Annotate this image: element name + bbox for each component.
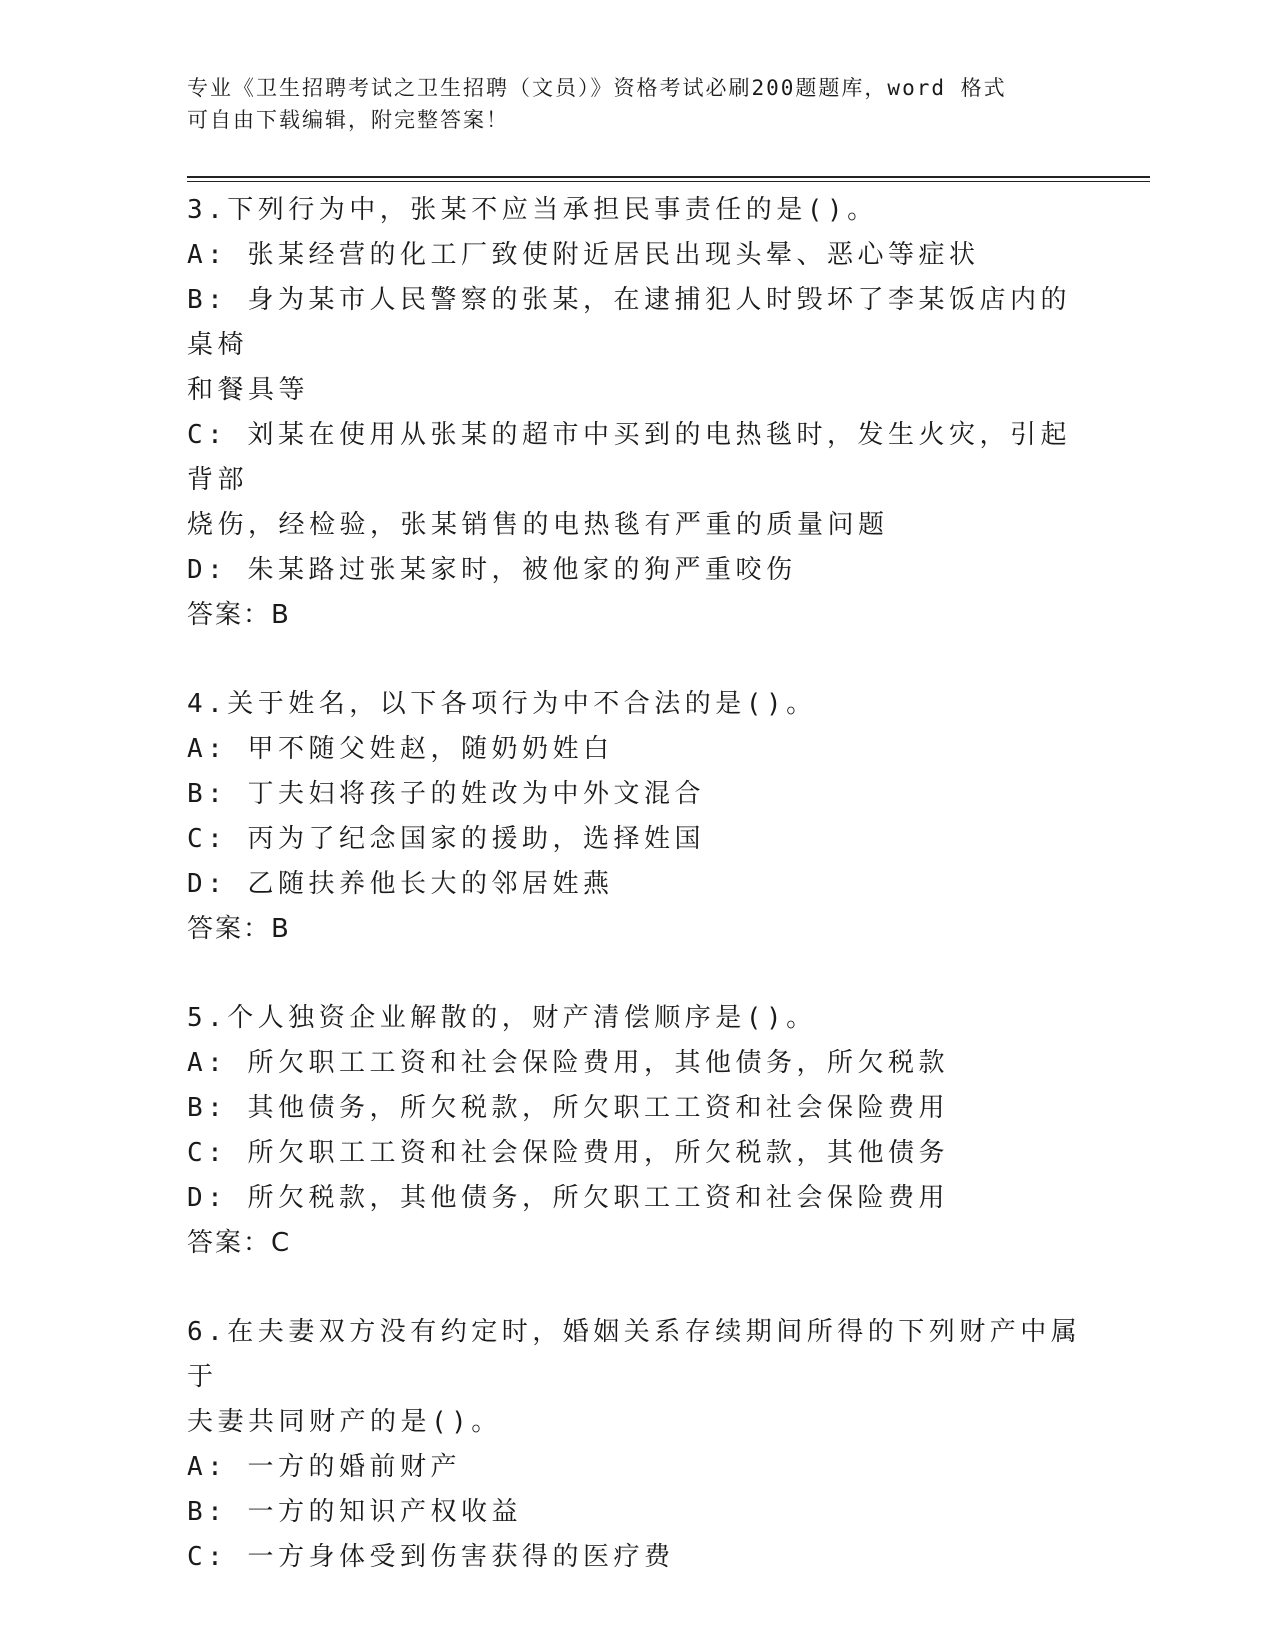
answer-option	[187, 1041, 1087, 1086]
answer-option	[187, 817, 1087, 862]
answer-option	[187, 727, 1087, 772]
option-text-line: B: 其他债务，所欠税款，所欠职工工资和社会保险费用	[187, 1093, 949, 1123]
option-text-line: A: 张某经营的化工厂致使附近居民出现头晕、恶心等症状	[187, 240, 980, 270]
option-text-line: C: 丙为了纪念国家的援助，选择姓国	[187, 824, 705, 854]
question-stem: 5.个人独资企业解散的，财产清偿顺序是()。	[187, 1003, 817, 1033]
answer-option	[187, 1535, 1087, 1580]
header-line-2: 可自由下载编辑，附完整答案！	[187, 108, 509, 132]
option-text-line: D: 乙随扶养他长大的邻居姓燕	[187, 869, 614, 899]
answer-option	[187, 1131, 1087, 1176]
option-text-line: 烧伤，经检验，张某销售的电热毯有严重的质量问题	[187, 510, 889, 540]
question-block	[187, 188, 1087, 638]
option-text-line: C: 所欠职工工资和社会保险费用，所欠税款，其他债务	[187, 1138, 949, 1168]
header-line-1: 专业《卫生招聘考试之卫生招聘（文员）》资格考试必刷200题题库，word 格式	[187, 76, 1007, 100]
answer-option	[187, 1445, 1087, 1490]
answer-key: 答案：C	[187, 1228, 292, 1258]
answer-option	[187, 772, 1087, 817]
answer-option	[187, 862, 1087, 907]
question-list	[187, 188, 1087, 1624]
document-header	[187, 72, 1087, 136]
question-block	[187, 682, 1087, 952]
option-text-line: B: 一方的知识产权收益	[187, 1497, 522, 1527]
question-stem: 6.在夫妻双方没有约定时，婚姻关系存续期间所得的下列财产中属于	[187, 1317, 1082, 1392]
question-stem: 夫妻共同财产的是()。	[187, 1407, 502, 1437]
header-divider-thick	[187, 176, 1150, 178]
answer-option	[187, 278, 1087, 413]
answer-option	[187, 1176, 1087, 1221]
option-text-line: A: 一方的婚前财产	[187, 1452, 461, 1482]
option-text-line: D: 所欠税款，其他债务，所欠职工工资和社会保险费用	[187, 1183, 949, 1213]
question-block	[187, 1310, 1087, 1580]
answer-option	[187, 413, 1087, 548]
question-stem: 4.关于姓名，以下各项行为中不合法的是()。	[187, 689, 817, 719]
answer-key: 答案：B	[187, 600, 291, 630]
option-text-line: 和餐具等	[187, 375, 310, 405]
option-text-line: C: 一方身体受到伤害获得的医疗费	[187, 1542, 675, 1572]
option-text-line: A: 甲不随父姓赵，随奶奶姓白	[187, 734, 614, 764]
answer-option	[187, 233, 1087, 278]
option-text-line: D: 朱某路过张某家时，被他家的狗严重咬伤	[187, 555, 797, 585]
answer-option	[187, 1490, 1087, 1535]
option-text-line: B: 丁夫妇将孩子的姓改为中外文混合	[187, 779, 705, 809]
question-stem: 3.下列行为中，张某不应当承担民事责任的是()。	[187, 195, 878, 225]
answer-key: 答案：B	[187, 914, 291, 944]
answer-option	[187, 1086, 1087, 1131]
question-block	[187, 996, 1087, 1266]
option-text-line: A: 所欠职工工资和社会保险费用，其他债务，所欠税款	[187, 1048, 949, 1078]
answer-option	[187, 548, 1087, 593]
option-text-line: B: 身为某市人民警察的张某，在逮捕犯人时毁坏了李某饭店内的桌椅	[187, 285, 1071, 360]
option-text-line: C: 刘某在使用从张某的超市中买到的电热毯时，发生火灾，引起背部	[187, 420, 1071, 495]
header-divider-thin	[187, 181, 1150, 182]
